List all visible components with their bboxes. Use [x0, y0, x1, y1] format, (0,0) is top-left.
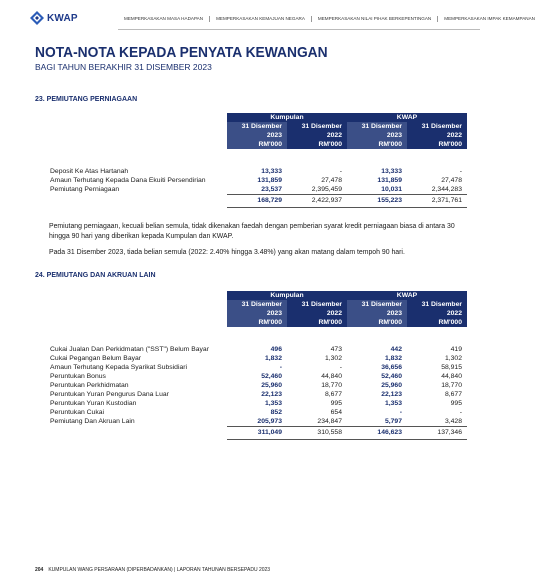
table-row: Peruntukan Yuran Kustodian 1,353 995 1,353 995 — [50, 400, 462, 407]
col-unit: RM'000 — [227, 318, 287, 327]
col-year: 2023 — [227, 309, 287, 318]
col-date: 31 Disember — [287, 122, 347, 131]
table-header-row — [49, 131, 467, 140]
header-divider — [118, 29, 480, 30]
table-header-row — [49, 113, 467, 122]
col-unit: RM'000 — [287, 140, 347, 149]
col-date: 31 Disember — [347, 300, 407, 309]
table-row: Deposit Ke Atas Hartanah 13,333 - 13,333 - — [50, 168, 462, 175]
col-group-kumpulan: Kumpulan — [227, 113, 347, 122]
page-footer — [35, 567, 270, 573]
page-header — [0, 0, 535, 32]
col-year: 2023 — [347, 131, 407, 140]
col-unit: RM'000 — [227, 140, 287, 149]
logo-text: KWAP — [47, 12, 78, 24]
col-date: 31 Disember — [407, 300, 467, 309]
col-unit: RM'000 — [347, 318, 407, 327]
total-row: 168,729 2,422,937 155,223 2,371,761 — [49, 195, 467, 208]
table-row: Peruntukan Bonus 52,460 44,840 52,460 44,840 — [50, 373, 462, 380]
table-row: Cukai Pegangan Belum Bayar 1,832 1,302 1,832 1,302 — [50, 355, 462, 362]
table-header-row — [49, 140, 467, 149]
col-date: 31 Disember — [347, 122, 407, 131]
page-subtitle: BAGI TAHUN BERAKHIR 31 DISEMBER 2023 — [35, 62, 212, 72]
total-row: 311,049 310,558 146,623 137,346 — [49, 427, 467, 440]
table-row: Pemiutang Perniagaan 23,537 2,395,459 10,031 2,344,283 — [50, 186, 462, 194]
col-group-kwap: KWAP — [347, 113, 467, 122]
page-number: 204 — [35, 567, 44, 573]
col-unit: RM'000 — [347, 140, 407, 149]
col-year: 2022 — [407, 309, 467, 318]
table-row: Cukai Jualan Dan Perkidmatan ("SST") Belum Bayar 496 473 442 419 — [50, 346, 462, 353]
section-23-table — [49, 113, 467, 208]
table-row: Pemiutang Dan Akruan Lain 205,973 234,847 5,797 3,428 — [50, 418, 462, 426]
table-row: Peruntukan Yuran Pengurus Dana Luar 22,123 8,677 22,123 8,677 — [50, 391, 462, 398]
section-24-heading: 24. PEMIUTANG DAN AKRUAN LAIN — [35, 272, 156, 279]
table-row: Amaun Terhutang Kepada Syarikat Subsidiari - - 36,656 58,915 — [50, 364, 462, 371]
col-group-kwap: KWAP — [347, 291, 467, 300]
nav-item-kemajuan-negara[interactable]: MEMPERKASAKAN KEMAJUAN NEGARA — [210, 16, 312, 22]
col-group-kumpulan: Kumpulan — [227, 291, 347, 300]
col-year: 2023 — [347, 309, 407, 318]
kwap-logo-icon — [30, 11, 44, 25]
nav-item-impak-kemampanan[interactable]: MEMPERKASAKAN IMPAK KEMAMPANAN — [444, 16, 535, 21]
nav-item-masa-hadapan[interactable]: MEMPERKASAKAN MASA HADAPAN — [118, 16, 210, 22]
col-date: 31 Disember — [227, 122, 287, 131]
table-header-row — [49, 309, 467, 318]
section-23-note-2: Pada 31 Disember 2023, tiada belian semula (2022: 2.40% hingga 3.48%) yang akan matang dalam tempoh 90 hari. — [49, 249, 405, 256]
table-row: Peruntukan Cukai 852 654 - - — [50, 409, 462, 416]
col-date: 31 Disember — [407, 122, 467, 131]
col-year: 2023 — [227, 131, 287, 140]
col-unit: RM'000 — [407, 318, 467, 327]
section-24-table — [49, 291, 467, 440]
table-row: Amaun Terhutang Kepada Dana Ekuiti Persendirian 131,859 27,478 131,859 27,478 — [50, 177, 462, 184]
col-year: 2022 — [287, 309, 347, 318]
footer-text: KUMPULAN WANG PERSARAAN (DIPERBADANKAN) | LAPORAN TAHUNAN BERSEPADU 2023 — [48, 567, 271, 573]
col-year: 2022 — [287, 131, 347, 140]
section-23-heading: 23. PEMIUTANG PERNIAGAAN — [35, 96, 138, 103]
nav-item-nilai-pihak[interactable]: MEMPERKASAKAN NILAI PIHAK BERKEPENTINGAN — [312, 16, 438, 22]
table-header-row — [49, 122, 467, 131]
table-header-row — [49, 300, 467, 309]
table-header-row — [49, 318, 467, 327]
table-row: Peruntukan Perkhidmatan 25,960 18,770 25,960 18,770 — [50, 382, 462, 389]
kwap-logo — [30, 11, 78, 25]
table-header-row — [49, 291, 467, 300]
col-date: 31 Disember — [287, 300, 347, 309]
top-nav — [118, 16, 541, 22]
col-unit: RM'000 — [287, 318, 347, 327]
col-year: 2022 — [407, 131, 467, 140]
page-title: NOTA-NOTA KEPADA PENYATA KEWANGAN — [35, 44, 328, 61]
col-date: 31 Disember — [227, 300, 287, 309]
col-unit: RM'000 — [407, 140, 467, 149]
section-23-note-1: Pemiutang perniagaan, kecuali belian semula, tidak dikenakan faedah dengan pemberian syarat kredit perniagaan biasa di antara 30 hingga 90 hari yang diberikan kepada Kumpulan dan KWAP. — [49, 223, 455, 240]
